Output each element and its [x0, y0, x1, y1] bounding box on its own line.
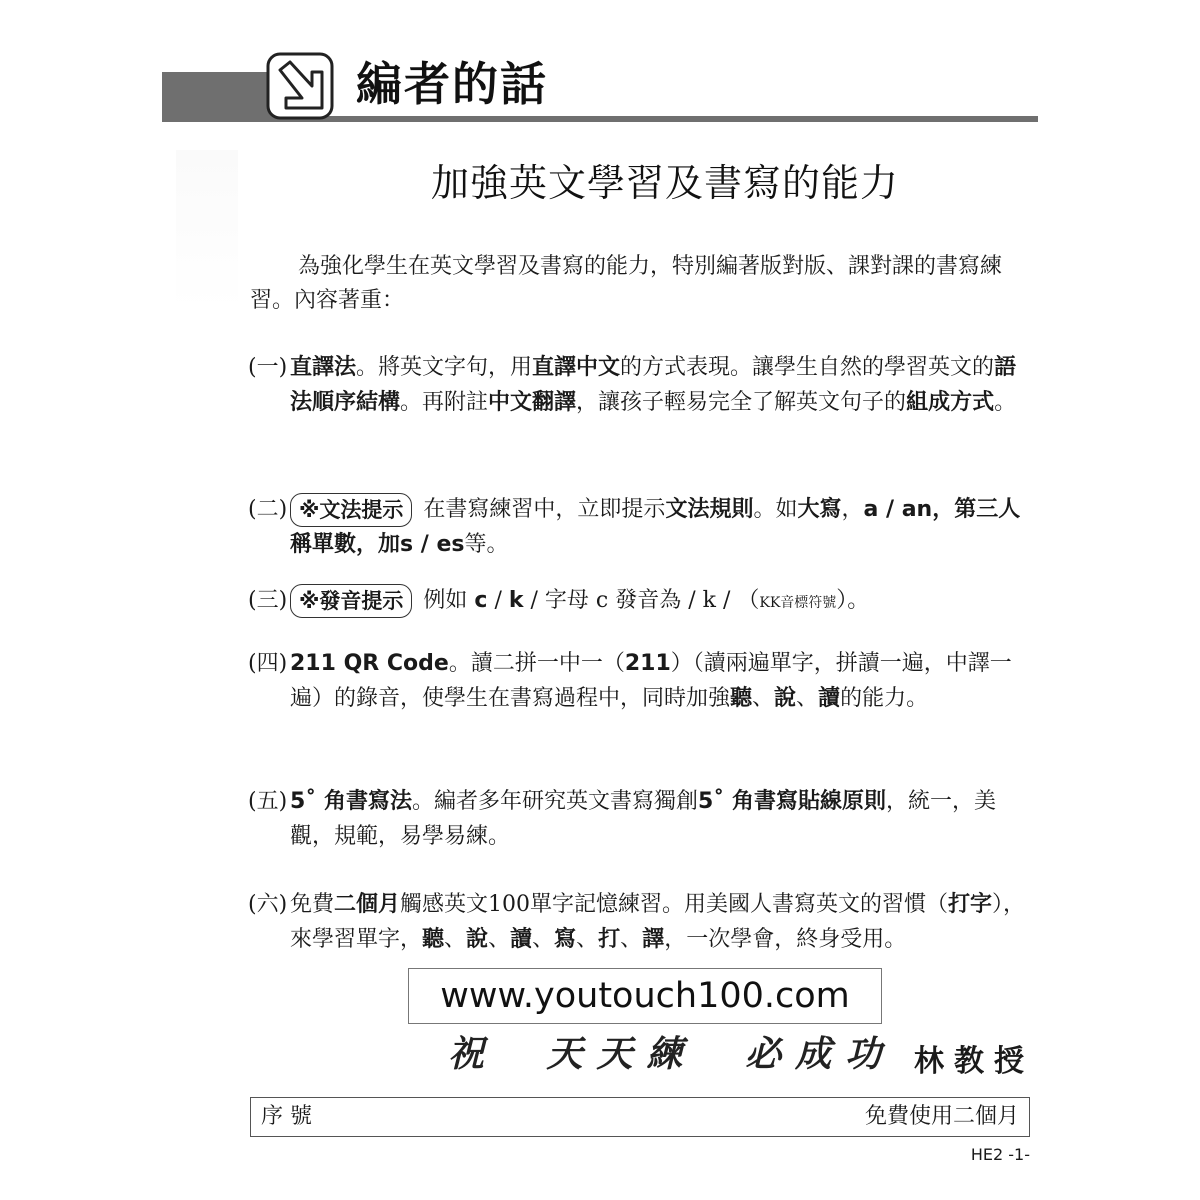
- bold-text: 5˚ 角書寫貼線原則: [697, 789, 886, 814]
- text-segment: 、: [444, 927, 467, 952]
- bold-text: 文法規則: [665, 497, 754, 522]
- serial-number-box: [250, 1097, 1030, 1137]
- author-name: 林教授: [914, 1044, 1034, 1079]
- blessing-text: 祝 天天練 必成功: [448, 1033, 896, 1075]
- text-segment: ，: [841, 497, 864, 522]
- bold-text: k: [508, 588, 524, 613]
- text-segment: 、: [576, 927, 599, 952]
- bold-text: 211: [624, 651, 671, 676]
- bold-text: 說: [774, 686, 797, 711]
- text-segment: 、: [620, 927, 643, 952]
- item-text: [423, 588, 869, 613]
- text-segment: KK音標符號: [759, 595, 837, 611]
- item-number: (一): [248, 355, 288, 380]
- bold-text: 中文翻譯: [488, 390, 577, 415]
- bold-text: 譯: [642, 927, 665, 952]
- bold-text: 組成方式: [906, 390, 995, 415]
- text-segment: 例如: [423, 588, 475, 613]
- bold-text: 211 QR Code: [290, 651, 449, 676]
- bold-text: 讀: [818, 686, 841, 711]
- text-segment: 的方式表現。讓學生自然的學習英文的: [620, 355, 995, 380]
- text-segment: 。: [994, 390, 1017, 415]
- text-segment: ，統一，美觀，規範，易學易練。: [290, 789, 996, 849]
- text-segment: 、: [532, 927, 555, 952]
- text-segment: 。編者多年研究英文書寫獨創: [411, 789, 698, 814]
- item-body: [290, 492, 1038, 562]
- bold-text: a / an，第三人稱單數，加s / es: [290, 497, 1021, 557]
- text-segment: ）（讀兩遍單字，拼讀一遍，中譯一遍）的錄音，使學生在書寫過程中，同時加強: [290, 651, 1012, 711]
- text-segment: 、: [752, 686, 775, 711]
- item-4: [248, 646, 1038, 716]
- main-title: 加強英文學習及書寫的能力: [430, 161, 899, 205]
- text-segment: / 字母 c 發音為 / k / （: [523, 588, 760, 613]
- text-segment: 、: [796, 686, 819, 711]
- text-segment: 。如: [753, 497, 798, 522]
- item-body: [290, 350, 1038, 420]
- text-segment: 免費: [290, 892, 335, 917]
- text-segment: 。將英文字句，用: [356, 355, 533, 380]
- item-body: [290, 887, 1038, 957]
- bold-text: 寫: [554, 927, 577, 952]
- bold-text: 讀: [510, 927, 533, 952]
- item-number: (二): [248, 497, 288, 522]
- text-segment: 。讀二拼一中一（: [448, 651, 625, 676]
- item-number: (四): [248, 651, 288, 676]
- text-segment: ），來學習單字，: [290, 892, 1026, 952]
- item-body: [290, 646, 1038, 716]
- bold-text: 5˚ 角書寫法: [290, 789, 412, 814]
- text-segment: 、: [488, 927, 511, 952]
- bold-text: 聽: [730, 686, 753, 711]
- text-segment: 等。: [464, 532, 509, 557]
- bold-text: 聽: [422, 927, 445, 952]
- bold-text: 打字: [948, 892, 993, 917]
- item-6: [248, 887, 1038, 957]
- item-3: [248, 583, 1038, 621]
- website-url[interactable]: www.youtouch100.com: [408, 968, 882, 1024]
- text-segment: 。再附註: [400, 390, 489, 415]
- bold-text: 二個月: [334, 892, 401, 917]
- arrow-down-right-icon: [264, 50, 336, 122]
- bold-text: 直譯中文: [532, 355, 621, 380]
- intro-paragraph: 為強化學生在英文學習及書寫的能力，特別編著版對版、課對課的書寫練習。內容著重：: [250, 254, 1003, 313]
- section-title: 編者的話: [356, 57, 548, 111]
- item-body: [290, 784, 1038, 854]
- free-use-note: 免費使用二個月: [864, 1104, 1019, 1129]
- header-bar: [162, 72, 277, 122]
- pronunciation-hint-badge: ※發音提示: [290, 584, 412, 618]
- item-number: (六): [248, 892, 288, 917]
- bold-text: 大寫: [797, 497, 842, 522]
- text-segment: 觸感英文100單字記憶練習。用美國人書寫英文的習慣（: [400, 892, 949, 917]
- page-number: HE2 -1-: [970, 1145, 1030, 1164]
- item-body: [290, 583, 1038, 621]
- item-number: (三): [248, 588, 288, 613]
- text-segment: 的能力。: [840, 686, 929, 711]
- text-segment: ，讓孩子輕易完全了解英文句子的: [576, 390, 907, 415]
- bold-text: 說: [466, 927, 489, 952]
- serial-label: 序 號: [261, 1104, 312, 1129]
- item-number: (五): [248, 789, 288, 814]
- bold-text: c: [474, 588, 488, 613]
- bold-text: 直譯法: [290, 355, 357, 380]
- item-5: [248, 784, 1038, 854]
- text-segment: ）。: [836, 588, 870, 613]
- bold-text: 打: [598, 927, 621, 952]
- item-1: [248, 350, 1038, 420]
- item-2: [248, 492, 1038, 562]
- text-segment: 在書寫練習中，立即提示: [423, 497, 666, 522]
- text-segment: /: [487, 588, 509, 613]
- grammar-hint-badge: ※文法提示: [290, 493, 412, 527]
- bold-text: 語法順序結構: [290, 355, 1017, 415]
- text-segment: ，一次學會，終身受用。: [664, 927, 907, 952]
